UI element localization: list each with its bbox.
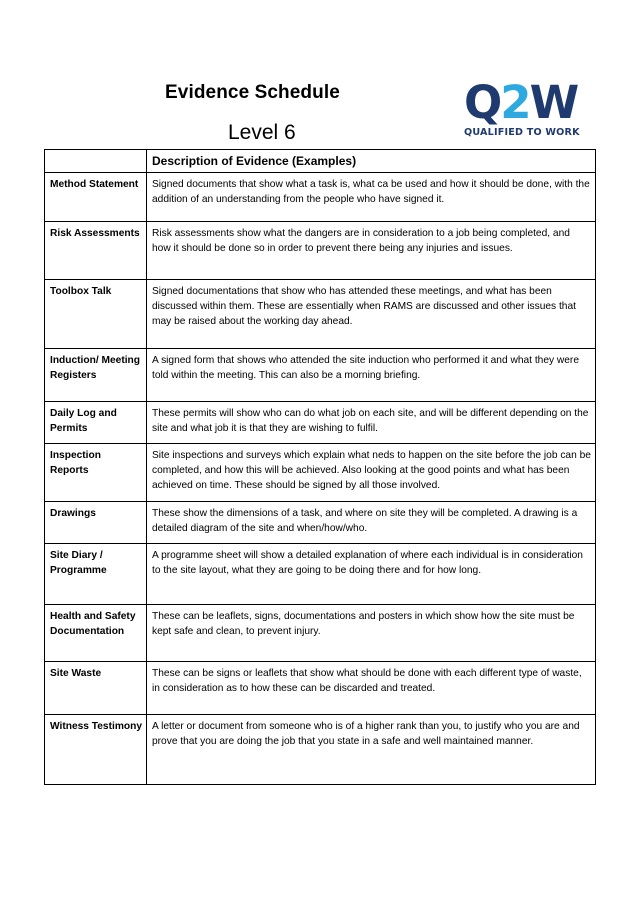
table-row	[45, 402, 596, 444]
row-description: A letter or document from someone who is of a higher rank than you, to justify who you are and prove that you are doing the job that you state in a safe and well maintained manner.	[147, 715, 596, 785]
header-cell-label	[45, 150, 147, 173]
row-label: Induction/ Meeting Registers	[45, 349, 147, 402]
table-row	[45, 280, 596, 349]
row-description: A signed form that shows who attended the site induction who performed it and what they were told within the meeting. This can also be a morning briefing.	[147, 349, 596, 402]
row-label: Toolbox Talk	[45, 280, 147, 349]
table-row	[45, 222, 596, 280]
row-label: Health and Safety Documentation	[45, 605, 147, 662]
row-description: Signed documentations that show who has attended these meetings, and what has been discussed within them. These are essentially when RAMS are discussed and other issues that may be raised about the working day ahead.	[147, 280, 596, 349]
evidence-table	[44, 149, 596, 785]
page-title: Evidence Schedule	[165, 82, 340, 103]
row-label: Site Diary / Programme	[45, 544, 147, 605]
row-description: These can be leaflets, signs, documentations and posters in which show how the site must be kept safe and clean, to prevent injury.	[147, 605, 596, 662]
table-row	[45, 173, 596, 222]
row-label: Inspection Reports	[45, 444, 147, 502]
logo-letter-q: Q	[464, 76, 501, 129]
table-row	[45, 544, 596, 605]
table-row	[45, 605, 596, 662]
q2w-logo	[464, 76, 584, 142]
row-description: A programme sheet will show a detailed explanation of where each individual is in consideration to the site layout, what they are going to be doing there and for how long.	[147, 544, 596, 605]
table-row	[45, 444, 596, 502]
table-row	[45, 349, 596, 402]
page-subtitle: Level 6	[228, 121, 296, 144]
row-description: Site inspections and surveys which explain what neds to happen on the site before the job can be completed, and how this will be achieved. Also looking at the good points and what has been achieved on time. These should be signed by all those involved.	[147, 444, 596, 502]
row-label: Daily Log and Permits	[45, 402, 147, 444]
row-label: Witness Testimony	[45, 715, 147, 785]
row-description: Risk assessments show what the dangers are in consideration to a job being completed, and how it should be done so in order to prevent there being any injuries and issues.	[147, 222, 596, 280]
row-label: Site Waste	[45, 662, 147, 715]
row-label: Risk Assessments	[45, 222, 147, 280]
logo-letter-w: W	[529, 76, 578, 129]
row-label: Method Statement	[45, 173, 147, 222]
table-row	[45, 715, 596, 785]
row-description: Signed documents that show what a task is, what ca be used and how it should be done, with the addition of an understanding from the people who have signed it.	[147, 173, 596, 222]
logo-tagline: QUALIFIED TO WORK	[464, 127, 580, 138]
row-description: These can be signs or leaflets that show what should be done with each different type of waste, in consideration as to how these can be discarded and treated.	[147, 662, 596, 715]
row-description: These permits will show who can do what job on each site, and will be different depending on the site and what job it is that they are wishing to fulfil.	[147, 402, 596, 444]
row-description: These show the dimensions of a task, and where on site they will be completed. A drawing is a detailed diagram of the site and when/how/who.	[147, 502, 596, 544]
header-cell-description: Description of Evidence (Examples)	[147, 150, 596, 173]
table-row	[45, 662, 596, 715]
row-label: Drawings	[45, 502, 147, 544]
logo-number-2: 2	[500, 76, 530, 129]
table-row	[45, 502, 596, 544]
logo-mark	[464, 76, 584, 129]
table-header-row	[45, 150, 596, 173]
